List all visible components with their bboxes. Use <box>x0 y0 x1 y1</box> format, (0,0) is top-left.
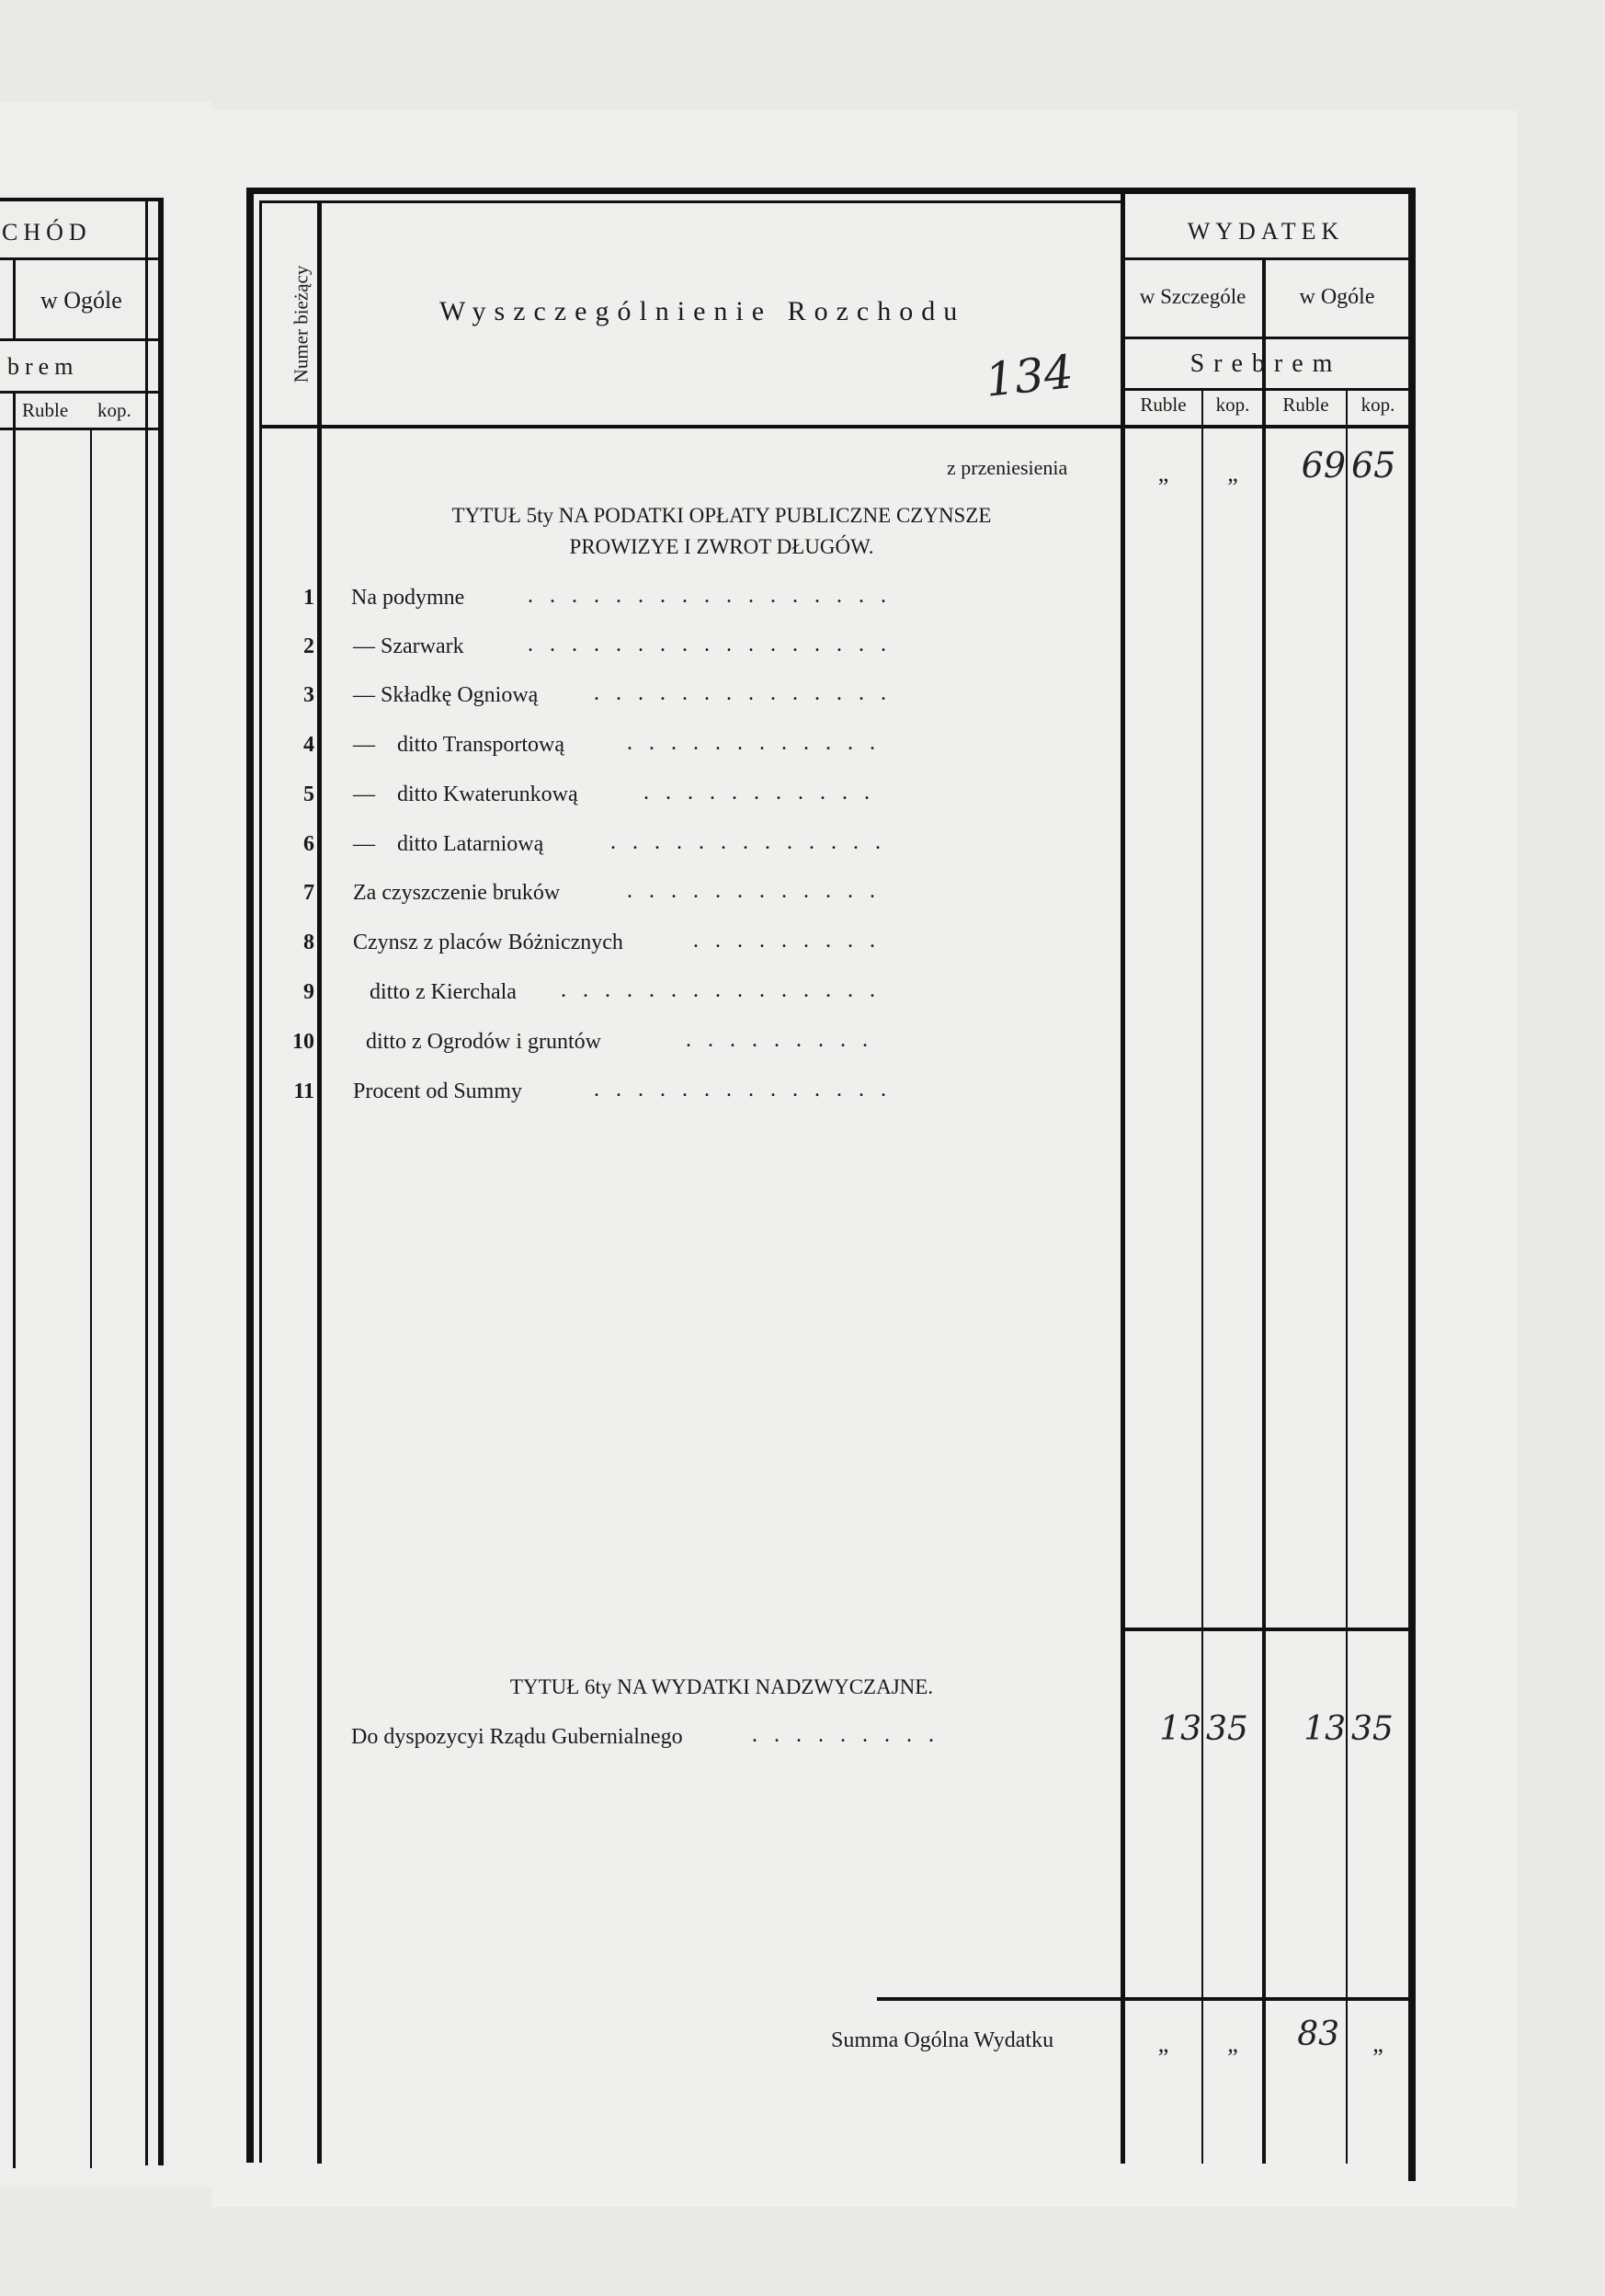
left-page-border-right <box>158 198 164 2165</box>
specification-header: Wyszczególnienie Rozchodu <box>439 296 966 326</box>
item-label: Czynsz z placów Bóżnicznych <box>353 931 623 954</box>
item-number: 1 <box>303 586 314 610</box>
srebrem-top-rule <box>1123 337 1408 339</box>
item-label: Za czyszczenie bruków <box>353 881 561 905</box>
frame-top <box>246 188 1416 194</box>
left-page-col <box>13 257 16 340</box>
section6-szcz-kop: 35 <box>1206 1710 1248 1748</box>
left-page-rule <box>0 257 158 260</box>
w-ogole-header: w Ogóle <box>1299 285 1375 309</box>
section6-title: TYTUŁ 6ty NA WYDATKI NADZWYCZAJNE. <box>509 1675 934 1698</box>
left-page-rule <box>0 338 158 341</box>
item-number: 11 <box>293 1079 314 1103</box>
left-page-inner-rule <box>145 198 148 2165</box>
frame-left <box>246 188 254 2163</box>
ogole-kop-rule <box>1346 391 1348 2164</box>
wydatek-rule <box>1123 257 1408 260</box>
szcz-kop-rule <box>1201 391 1203 2164</box>
carried-ogole-kop: 65 <box>1351 445 1396 485</box>
frame-right <box>1408 188 1416 2181</box>
left-page-rule <box>0 428 158 430</box>
carried-szcz-kop: „ <box>1227 460 1238 486</box>
left-page-rule <box>0 391 158 394</box>
leader-dots: .............. <box>594 681 903 705</box>
item-number: 4 <box>303 733 314 757</box>
item-number: 10 <box>292 1030 314 1054</box>
item-label: — Składkę Ogniową <box>353 683 539 707</box>
carried-ogole-ruble: 69 <box>1301 445 1346 485</box>
item-number: 9 <box>303 980 314 1004</box>
money-col-rule <box>1121 194 1125 2164</box>
total-szcz-kop: „ <box>1227 2030 1238 2057</box>
left-unit-ruble: Ruble <box>22 399 69 421</box>
item-label: Procent od Summy <box>353 1079 522 1103</box>
wydatek-header: WYDATEK <box>1187 218 1345 245</box>
leader-dots: ......... <box>752 1723 950 1747</box>
number-col-rule <box>317 200 322 2164</box>
item-number: 3 <box>303 683 314 707</box>
header-bottom-rule <box>259 425 1408 428</box>
total-ogole-ruble: 83 <box>1297 2016 1339 2053</box>
frame-top-inner <box>259 200 1123 203</box>
total-szcz-ruble: „ <box>1157 2030 1169 2057</box>
left-currency-fragment: brem <box>7 353 79 380</box>
item-label: — ditto Transportową <box>353 733 565 757</box>
section5-title-line2: PROWIZYE I ZWROT DŁUGÓW. <box>569 535 874 558</box>
item-label: — Szarwark <box>353 634 464 658</box>
section6-item-label: Do dyspozycyi Rządu Gubernialnego <box>351 1725 683 1749</box>
leader-dots: ............... <box>561 978 892 1002</box>
leader-dots: ......... <box>686 1028 884 1052</box>
unit-ogole-ruble: Ruble <box>1282 394 1329 416</box>
carried-szcz-ruble: „ <box>1157 460 1169 486</box>
left-unit-kop: kop. <box>97 399 131 421</box>
left-page-col <box>13 394 16 2168</box>
leader-dots: ................. <box>528 633 903 657</box>
left-col-fragment: w Ogóle <box>40 287 122 314</box>
leader-dots: ............. <box>610 830 897 854</box>
page-number: 134 <box>983 345 1076 407</box>
left-page-border-top <box>0 198 164 201</box>
left-page-col <box>90 430 92 2168</box>
section6-szcz-ruble: 13 <box>1159 1710 1201 1748</box>
total-label: Summa Ogólna Wydatku <box>831 2028 1054 2052</box>
item-label: ditto z Kierchala <box>370 980 517 1004</box>
leader-dots: ................. <box>528 584 903 608</box>
szcz-ogole-rule <box>1262 259 1266 2164</box>
total-rule <box>877 1997 1408 2001</box>
section6-ogole-ruble: 13 <box>1303 1710 1346 1748</box>
item-label: ditto z Ogrodów i gruntów <box>366 1030 601 1054</box>
w-szczegole-header: w Szczególe <box>1139 285 1246 308</box>
item-number: 6 <box>303 832 314 856</box>
units-top-rule <box>1123 388 1408 391</box>
leader-dots: ............ <box>627 879 892 903</box>
total-ogole-kop: „ <box>1372 2030 1383 2057</box>
unit-szcz-ruble: Ruble <box>1140 394 1187 416</box>
leader-dots: ............ <box>627 731 892 755</box>
item-label: — ditto Latarniową <box>353 832 544 856</box>
item-number: 8 <box>303 931 314 954</box>
unit-ogole-kop: kop. <box>1360 394 1395 416</box>
srebrem-header: Srebrem <box>1190 349 1342 378</box>
item-number: 5 <box>303 782 314 806</box>
item-number: 2 <box>303 634 314 658</box>
section-divider-rule <box>1125 1628 1408 1631</box>
frame-left-inner <box>259 200 262 2163</box>
unit-szcz-kop: kop. <box>1215 394 1250 416</box>
section6-ogole-kop: 35 <box>1351 1710 1394 1748</box>
leader-dots: ........... <box>643 781 886 805</box>
section5-title-line1: TYTUŁ 5ty NA PODATKI OPŁATY PUBLICZNE CZYNSZE <box>451 504 992 527</box>
left-header-fragment: CHÓD <box>2 219 92 246</box>
item-number: 7 <box>303 881 314 905</box>
leader-dots: ......... <box>693 929 892 953</box>
leader-dots: .............. <box>594 1078 903 1102</box>
item-label: — ditto Kwaterunkową <box>353 782 578 806</box>
carried-forward-label: z przeniesienia <box>947 456 1068 479</box>
number-col-header: Numer bieżący <box>290 265 313 383</box>
item-label: Na podymne <box>351 586 465 610</box>
